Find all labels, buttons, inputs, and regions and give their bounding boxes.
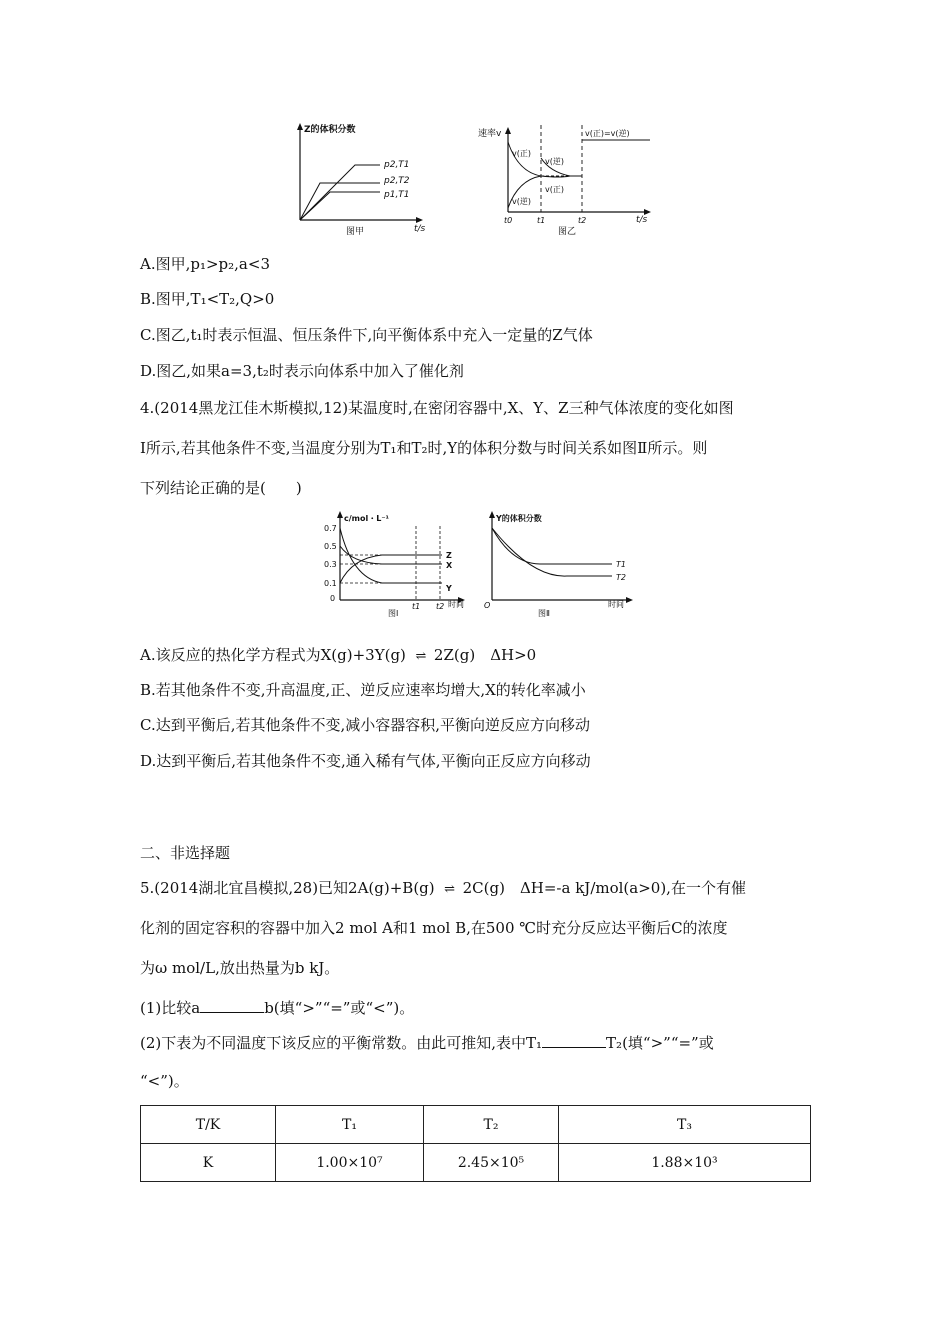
- two-curve-t1: [492, 528, 612, 564]
- table-header-cell: T₁: [276, 1106, 424, 1144]
- yi-ylabel: 速率v: [478, 129, 502, 139]
- table-cell: K: [141, 1144, 276, 1182]
- q5-sub-1: [140, 996, 414, 1018]
- jia-label-p2T1: p2,T1: [384, 160, 410, 170]
- two-origin: O: [484, 601, 491, 610]
- q5-sub-1-post: b(填“>”“=”或“<”)。: [264, 999, 415, 1017]
- yi-label-vfwd2: v(正): [545, 185, 564, 194]
- q4-option-a: [140, 645, 536, 667]
- equilibrium-arrow-icon: ⇌: [415, 649, 425, 664]
- q5-line-1-post: 2C(g) ΔH=-a kJ/mol(a>0),在一个有催: [462, 879, 746, 897]
- one-ytick-05: 0.5: [324, 542, 337, 551]
- figure-jia-yi: [290, 120, 660, 245]
- equilibrium-arrow-icon: ⇌: [444, 882, 454, 897]
- q4-option-a-pre: A.该反应的热化学方程式为X(g)+3Y(g): [140, 646, 406, 664]
- q4-line-1: 4.(2014黑龙江佳木斯模拟,12)某温度时,在密闭容器中,X、Y、Z三种气体浓度的变化如图: [140, 399, 734, 417]
- yi-label-vrev: v(逆): [512, 197, 531, 206]
- q5-sub-2: [140, 1031, 714, 1053]
- jia-label-p2T2: p2,T2: [384, 176, 410, 186]
- one-caption: 图Ⅰ: [388, 609, 399, 618]
- figure-jia-yi-svg: [290, 120, 660, 245]
- table-cell: 2.45×10⁵: [424, 1144, 559, 1182]
- equilibrium-constant-table: [140, 1105, 811, 1182]
- q3-option-c: C.图乙,t₁时表示恒温、恒压条件下,向平衡体系中充入一定量的Z气体: [140, 326, 593, 344]
- table-cell: 1.88×10³: [559, 1144, 811, 1182]
- one-series-y: Y: [446, 584, 452, 593]
- one-series-z: Z: [446, 551, 452, 560]
- yi-label-vfwd: v(正): [512, 149, 531, 158]
- section-heading: 二、非选择题: [140, 844, 231, 862]
- q5-sub-2-pre: (2)下表为不同温度下该反应的平衡常数。由此可推知,表中T₁: [140, 1034, 543, 1052]
- one-xtick-t2: t2: [436, 602, 445, 611]
- jia-xlabel: t/s: [414, 224, 426, 234]
- answer-blank-1[interactable]: [200, 996, 264, 1013]
- two-xlabel: 时间: [608, 600, 624, 609]
- one-ytick-0: 0: [330, 594, 336, 603]
- jia-curve-p1T1: [300, 192, 380, 220]
- q4-line-3: 下列结论正确的是( ): [140, 479, 302, 497]
- q5-sub-2-post: T₂(填“>”“=”或: [606, 1034, 714, 1052]
- one-curve-z: [340, 555, 442, 583]
- yi-label-vrev2: v(逆): [545, 157, 564, 166]
- q4-option-a-post: 2Z(g) ΔH>0: [433, 646, 537, 664]
- table-header-row: [141, 1106, 811, 1144]
- one-xtick-t1: t1: [412, 602, 421, 611]
- q5-line-2: 化剂的固定容积的容器中加入2 mol A和1 mol B,在500 ℃时充分反应达平衡后C的浓度: [140, 919, 728, 937]
- table-header-cell: T/K: [141, 1106, 276, 1144]
- q4-option-d: D.达到平衡后,若其他条件不变,通入稀有气体,平衡向正反应方向移动: [140, 752, 591, 770]
- one-xlabel: 时间: [448, 600, 464, 609]
- one-series-x: X: [446, 561, 453, 570]
- table-header-cell: T₃: [559, 1106, 811, 1144]
- one-ylabel: c/mol・L⁻¹: [344, 514, 390, 523]
- yi-tick-t0: t0: [504, 216, 513, 225]
- two-series-t2: T2: [616, 573, 626, 582]
- table-row: [141, 1144, 811, 1182]
- q5-sub-2-line-2: “<”)。: [140, 1072, 189, 1090]
- q5-sub-1-pre: (1)比较a: [140, 999, 201, 1017]
- yi-tick-t2: t2: [578, 216, 587, 225]
- one-ytick-01: 0.1: [324, 579, 337, 588]
- yi-label-equal: v(正)=v(逆): [585, 129, 630, 138]
- q3-option-b: B.图甲,T₁<T₂,Q>0: [140, 290, 275, 308]
- q4-line-2: Ⅰ所示,若其他条件不变,当温度分别为T₁和T₂时,Y的体积分数与时间关系如图Ⅱ所示。则: [140, 439, 708, 457]
- table-header-cell: T₂: [424, 1106, 559, 1144]
- two-ylabel: Y的体积分数: [496, 514, 542, 523]
- yi-tick-t1: t1: [537, 216, 546, 225]
- jia-ylabel: Z的体积分数: [304, 125, 356, 135]
- q5-line-3: 为ω mol/L,放出热量为b kJ。: [140, 959, 340, 977]
- q4-option-c: C.达到平衡后,若其他条件不变,减小容器容积,平衡向逆反应方向移动: [140, 716, 591, 734]
- two-series-t1: T1: [616, 560, 626, 569]
- one-ytick-03: 0.3: [324, 560, 337, 569]
- q3-option-d: D.图乙,如果a=3,t₂时表示向体系中加入了催化剂: [140, 362, 464, 380]
- figure-one-two-svg: [312, 508, 642, 623]
- q3-option-a: A.图甲,p₁>p₂,a<3: [140, 255, 270, 273]
- yi-xlabel: t/s: [636, 215, 648, 225]
- q5-line-1-pre: 5.(2014湖北宜昌模拟,28)已知2A(g)+B(g): [140, 879, 435, 897]
- yi-caption: 图乙: [558, 227, 577, 237]
- jia-label-p1T1: p1,T1: [384, 190, 410, 200]
- answer-blank-2[interactable]: [542, 1031, 606, 1048]
- figure-one-two: [312, 508, 642, 623]
- q5-line-1: [140, 878, 746, 900]
- jia-caption: 图甲: [346, 227, 365, 237]
- q4-option-b: B.若其他条件不变,升高温度,正、逆反应速率均增大,X的转化率减小: [140, 681, 586, 699]
- one-ytick-07: 0.7: [324, 524, 337, 533]
- table-cell: 1.00×10⁷: [276, 1144, 424, 1182]
- two-caption: 图Ⅱ: [538, 609, 550, 618]
- jia-curve-p2T2: [300, 183, 380, 220]
- yi-curve-vfwd: [508, 142, 541, 176]
